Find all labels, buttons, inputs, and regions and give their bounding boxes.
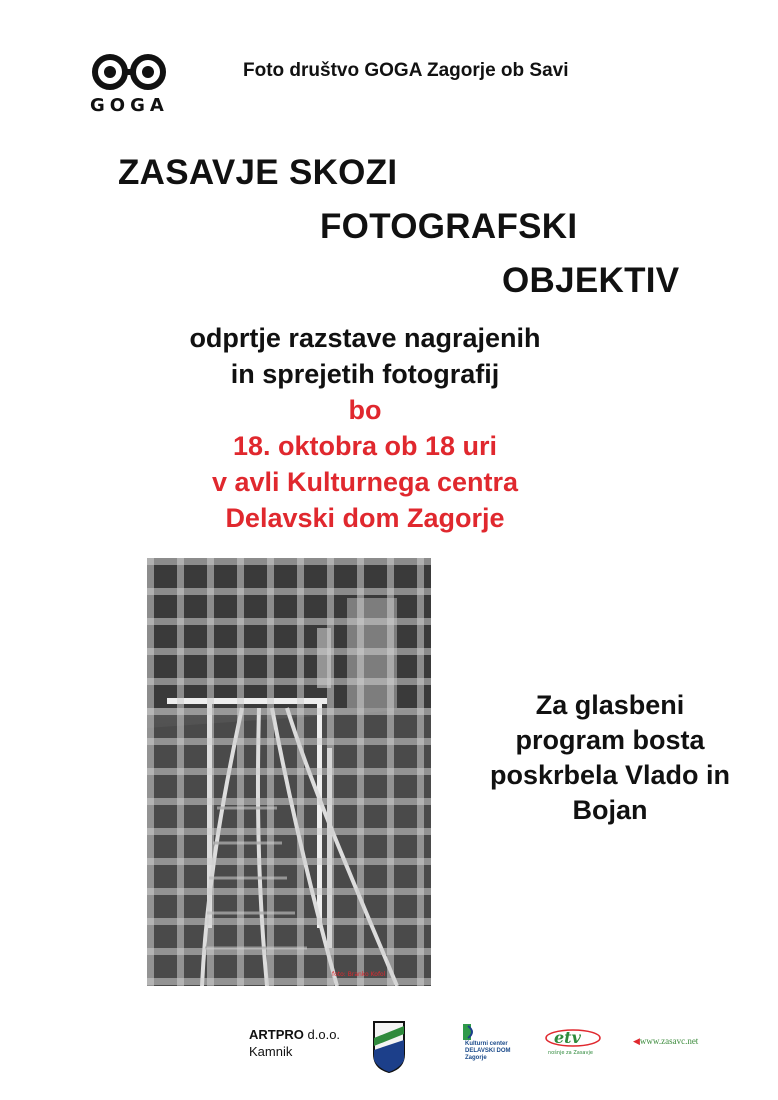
goga-logo — [90, 52, 190, 122]
announcement-date: 18. oktobra ob 18 uri — [232, 431, 498, 461]
etv-tagline: nošnje za Zasavje — [548, 1050, 593, 1056]
municipality-crest-icon — [372, 1020, 406, 1074]
sponsor-zasavc — [633, 1036, 698, 1047]
artpro-name: ARTPRO — [249, 1027, 304, 1042]
announcement — [110, 320, 620, 536]
kc-line-2: DELAVSKI DOM — [465, 1048, 511, 1054]
announcement-venue-1: v avli Kulturnega centra — [211, 467, 519, 497]
etv-logo-text: etv — [554, 1028, 581, 1047]
zasavc-arrow-icon: ◀ — [633, 1036, 640, 1046]
railway-photo-graphic — [147, 558, 431, 986]
sponsor-kulturni-center — [463, 1024, 521, 1064]
sponsor-artpro — [249, 1026, 340, 1060]
announcement-line-1: odprtje razstave nagrajenih — [189, 323, 541, 353]
music-line-1: Za glasbeni — [535, 690, 685, 720]
title-line-2: FOTOGRAFSKI — [320, 207, 578, 246]
music-line-4: Bojan — [572, 795, 648, 825]
sponsor-etv — [544, 1026, 602, 1056]
announcement-line-3: bo — [348, 395, 382, 425]
title-line-3: OBJEKTIV — [502, 261, 680, 300]
kc-line-3: Zagorje — [465, 1055, 487, 1061]
photo-caption: foto: Branko Kofol — [332, 971, 386, 978]
announcement-venue-2: Delavski dom Zagorje — [225, 503, 505, 533]
exhibition-photo — [147, 558, 431, 986]
music-line-2: program bosta — [515, 725, 705, 755]
kc-logo-icon — [463, 1024, 477, 1040]
goga-logo-text: GOGA — [90, 95, 169, 116]
organization-name: Foto društvo GOGA Zagorje ob Savi — [243, 60, 569, 81]
artpro-city: Kamnik — [249, 1044, 293, 1059]
music-line-3: poskrbela Vlado in — [489, 760, 731, 790]
announcement-line-2: in sprejetih fotografij — [230, 359, 500, 389]
title-line-1: ZASAVJE SKOZI — [118, 153, 398, 192]
artpro-suffix: d.o.o. — [307, 1027, 341, 1042]
zasavc-url: www.zasavc.net — [639, 1036, 699, 1046]
kc-line-1: Kulturni center — [465, 1041, 508, 1047]
music-info — [465, 688, 755, 828]
goga-logo-graphic — [90, 52, 190, 122]
